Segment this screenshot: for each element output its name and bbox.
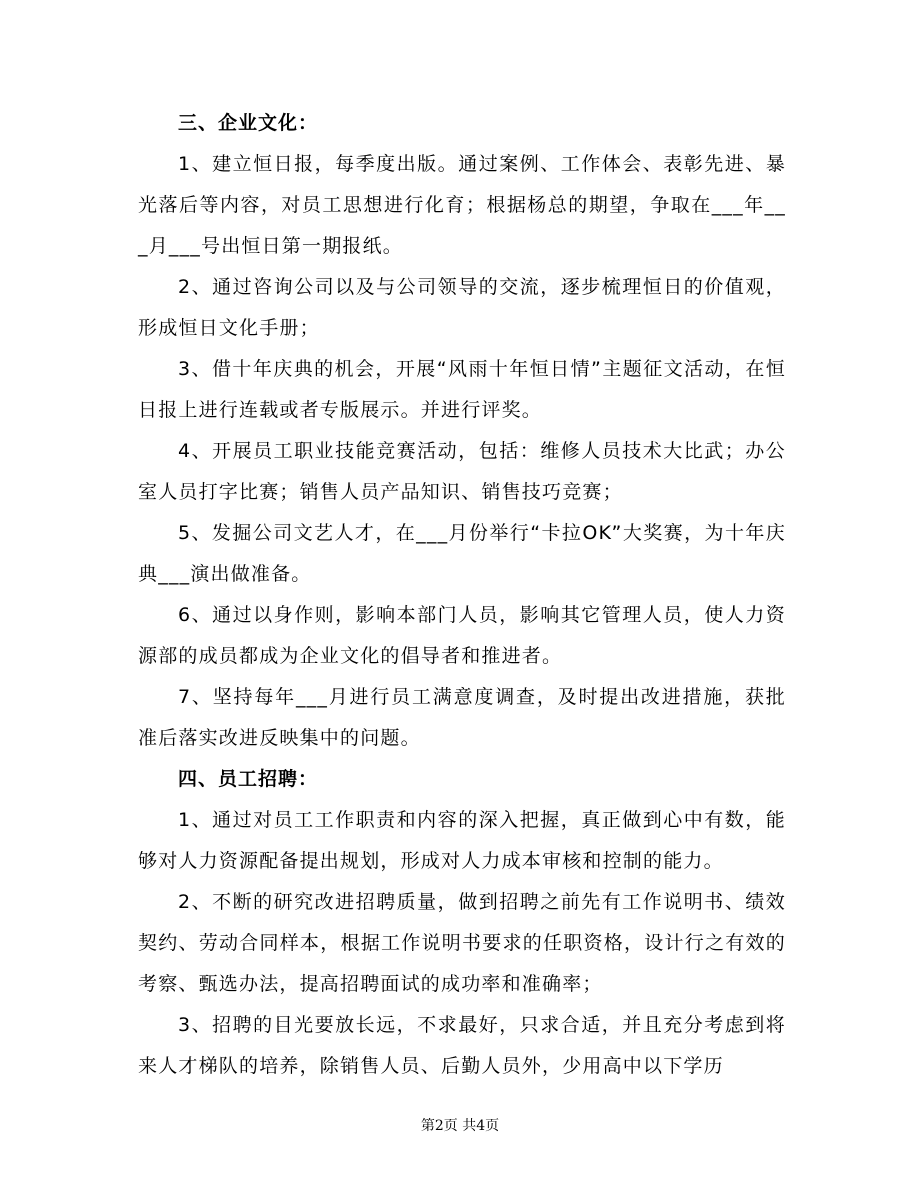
paragraph: 1、通过对员工工作职责和内容的深入把握，真正做到心中有数，能够对人力资源配备提出规划，形成对人力成本审核和控制的能力。 (138, 809, 786, 872)
paragraph: 4、开展员工职业技能竞赛活动，包括：维修人员技术大比武；办公室人员打字比赛；销售人员产品知识、销售技巧竞赛； (138, 440, 786, 503)
paragraph: 3、招聘的目光要放长远，不求最好，只求合适，并且充分考虑到将来人才梯队的培养，除销售人员、后勤人员外，少用高中以下学历 (138, 1014, 786, 1077)
paragraph: 3、借十年庆典的机会，开展“风雨十年恒日情”主题征文活动，在恒日报上进行连载或者专版展示。并进行评奖。 (138, 358, 786, 421)
paragraph: 7、坚持每年___月进行员工满意度调查，及时提出改进措施，获批准后落实改进反映集中的问题。 (138, 686, 786, 749)
paragraph: 2、不断的研究改进招聘质量，做到招聘之前先有工作说明书、绩效契约、劳动合同样本，根据工作说明书要求的任职资格，设计行之有效的考察、甄选办法，提高招聘面试的成功率和准确率； (138, 891, 786, 995)
section-heading-corporate-culture: 三、企业文化： (178, 112, 319, 134)
paragraph: 2、通过咨询公司以及与公司领导的交流，逐步梳理恒日的价值观，形成恒日文化手册； (138, 276, 786, 339)
page-number-footer: 第2页 共4页 (420, 1118, 500, 1134)
paragraph: 1、建立恒日报，每季度出版。通过案例、工作体会、表彰先进、暴光落后等内容，对员工思想进行化育；根据杨总的期望，争取在___年___月___号出恒日第一期报纸。 (138, 153, 786, 257)
paragraph: 5、发掘公司文艺人才，在___月份举行“卡拉OK”大奖赛，为十年庆典___演出做准备。 (138, 522, 786, 585)
paragraph: 6、通过以身作则，影响本部门人员，影响其它管理人员，使人力资源部的成员都成为企业文化的倡导者和推进者。 (138, 604, 786, 667)
document-body (138, 103, 786, 1087)
section-heading-recruitment: 四、员工招聘： (178, 768, 319, 790)
